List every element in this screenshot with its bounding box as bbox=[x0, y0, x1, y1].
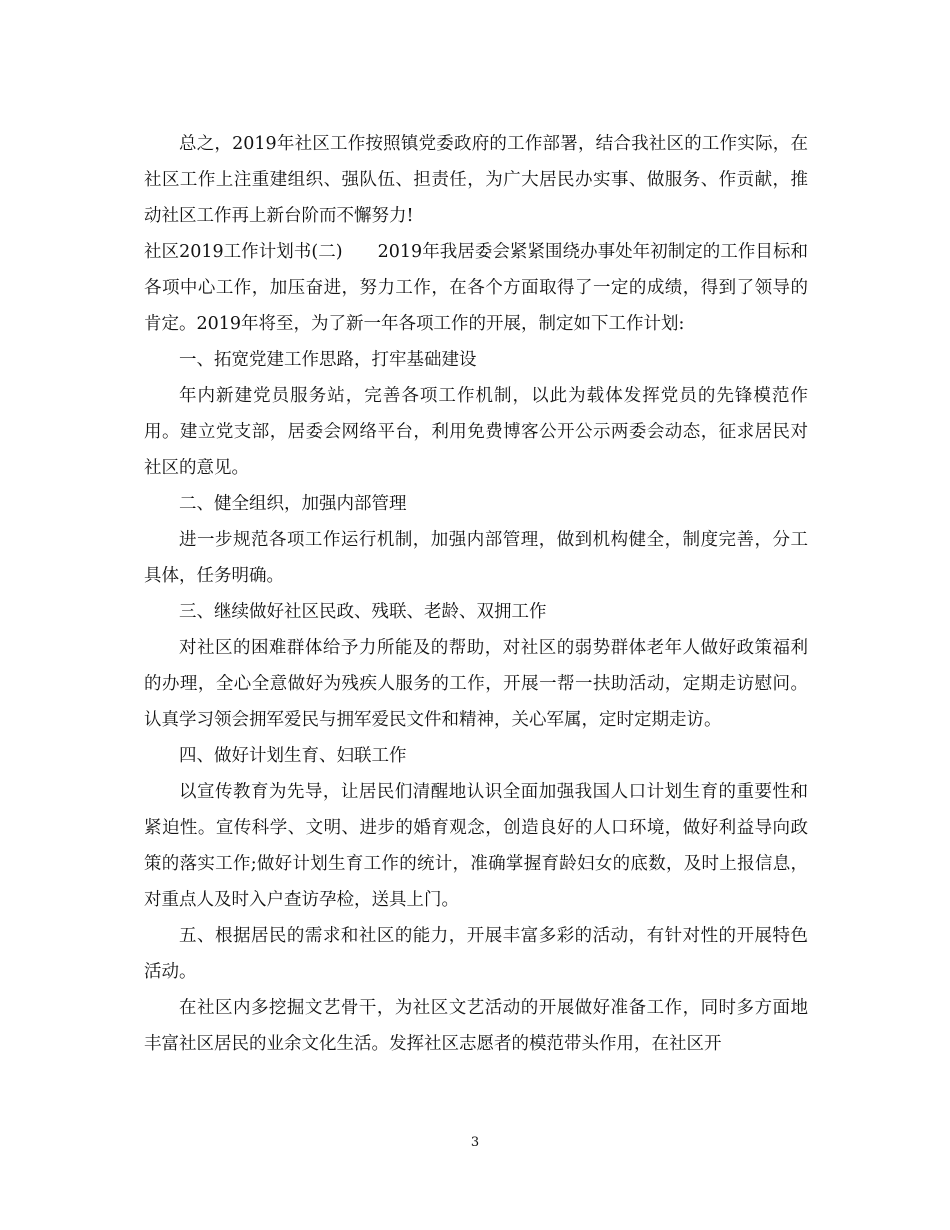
paragraph-summary: 总之，2019年社区工作按照镇党委政府的工作部署，结合我社区的工作实际，在社区工作上注重建组织、强队伍、担责任，为广大居民办实事、做服务、作贡献，推动社区工作再上新台阶而不懈努力! bbox=[144, 134, 808, 226]
page-number: 3 bbox=[470, 1135, 480, 1150]
paragraph-activities: 在社区内多挖掘文艺骨干，为社区文艺活动的开展做好准备工作，同时多方面地丰富社区居民的业余文化生活。发挥社区志愿者的模范带头作用，在社区开 bbox=[144, 998, 808, 1054]
heading-party-building: 一、拓宽党建工作思路，打牢基础建设 bbox=[179, 350, 477, 370]
paragraph-party-building: 年内新建党员服务站，完善各项工作机制，以此为载体发挥党员的先锋模范作用。建立党支部，居委会网络平台，利用免费博客公开公示两委会动态，征求居民对社区的意见。 bbox=[144, 386, 808, 478]
paragraph-organization: 进一步规范各项工作运行机制，加强内部管理，做到机构健全，制度完善，分工具体，任务明确。 bbox=[144, 530, 808, 586]
heading-civil-affairs: 三、继续做好社区民政、残联、老龄、双拥工作 bbox=[179, 602, 547, 622]
paragraph-plan-intro: 社区2019工作计划书(二) 2019年我居委会紧紧围绕办事处年初制定的工作目标和各项中心工作，加压奋进，努力工作，在各个方面取得了一定的成绩，得到了领导的肯定。2019年将至，为了新一年各项工作的开展，制定如下工作计划: bbox=[144, 242, 808, 334]
heading-organization: 二、健全组织，加强内部管理 bbox=[179, 494, 407, 514]
heading-family-planning: 四、做好计划生育、妇联工作 bbox=[179, 746, 407, 766]
paragraph-civil-affairs: 对社区的困难群体给予力所能及的帮助，对社区的弱势群体老年人做好政策福利的办理，全心全意做好为残疾人服务的工作，开展一帮一扶助活动，定期走访慰问。认真学习领会拥军爱民与拥军爱民文件和精神，关心军属，定时定期走访。 bbox=[144, 638, 808, 730]
paragraph-family-planning: 以宣传教育为先导，让居民们清醒地认识全面加强我国人口计划生育的重要性和紧迫性。宣传科学、文明、进步的婚育观念，创造良好的人口环境，做好利益导向政策的落实工作;做好计划生育工作的统计，准确掌握育龄妇女的底数，及时上报信息，对重点人及时入户查访孕检，送具上门。 bbox=[144, 782, 808, 910]
document-body bbox=[144, 126, 808, 1062]
heading-activities: 五、根据居民的需求和社区的能力，开展丰富多彩的活动，有针对性的开展特色活动。 bbox=[144, 926, 808, 982]
